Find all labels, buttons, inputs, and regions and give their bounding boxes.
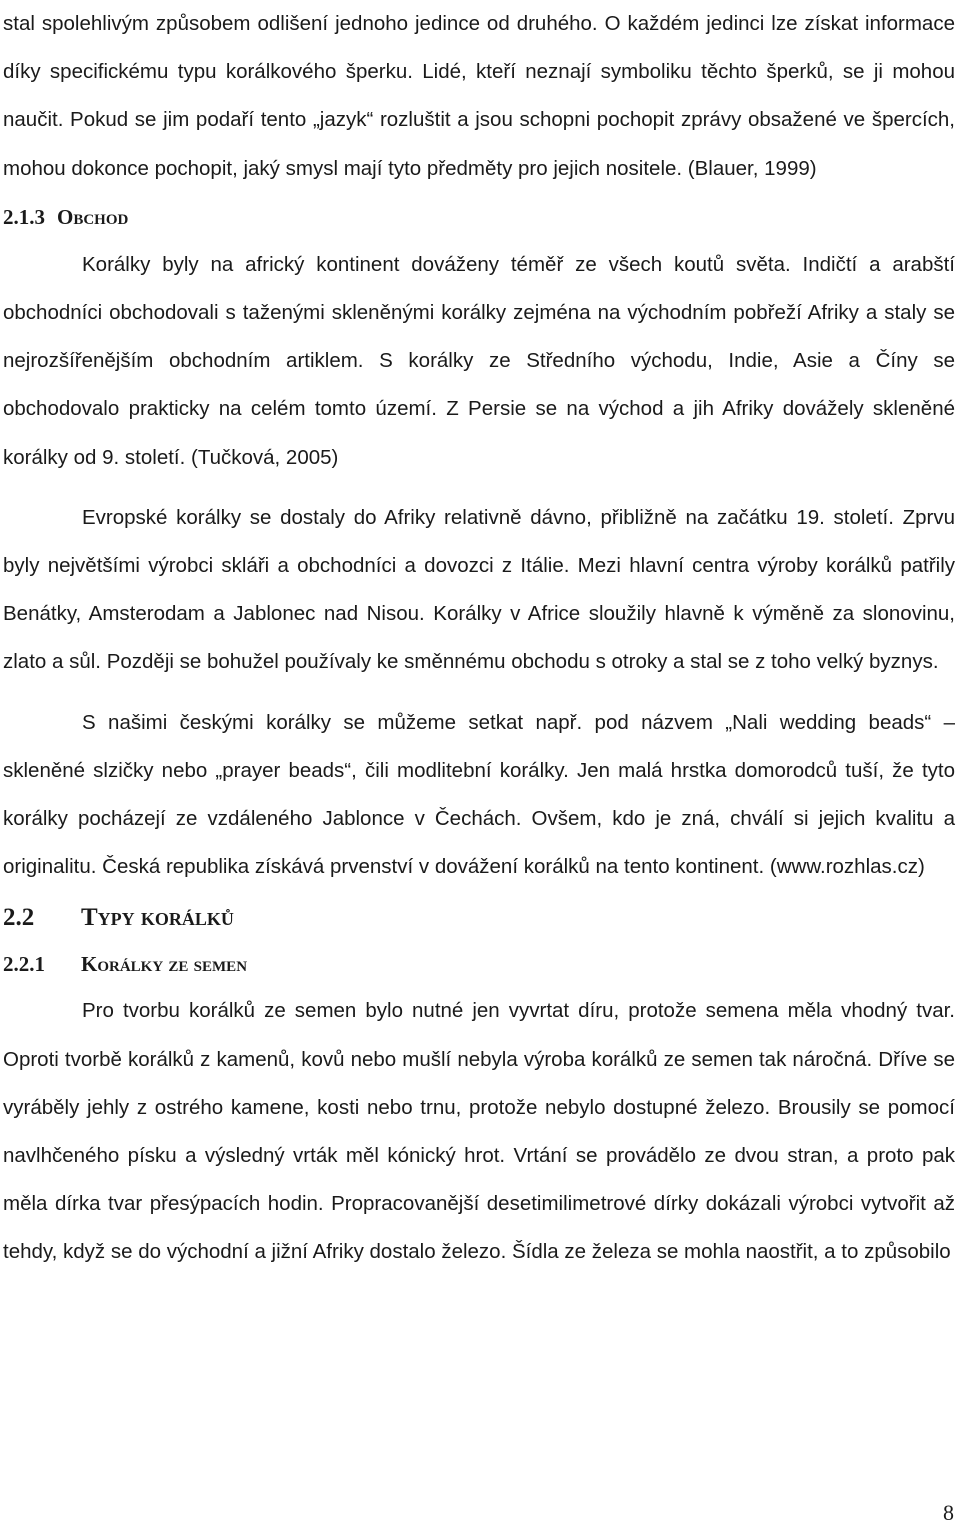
- paragraph-trade-1: Korálky byly na africký kontinent dováženy téměř ze všech koutů světa. Indičtí a arabští obchodníci obchodovali s taženými skleněnými korálky zejména na východním pobřeží Afriky a staly se nejrozšířenějším obchodním artiklem. S korálky ze Středního východu, Indie, Asie a Číny se obchodovalo prakticky na celém tomto území. Z Persie se na východ a jih Afriky dovážely skleněné korálky od 9. století. (Tučková, 2005): [3, 252, 955, 469]
- heading-section-2-1-3: [3, 193, 955, 241]
- paragraph-trade-3: S našimi českými korálky se můžeme setkat např. pod názvem „Nali wedding beads“ – skleněné slzičky nebo „prayer beads“, čili modlitební korálky. Jen malá hrstka domorodců tuší, že tyto korálky pocházejí ze vzdáleného Jablonce v Čechách. Ovšem, kdo je zná, chválí si jejich kvalitu a originalitu. Česká republika získává prvenství v dovážení korálků na tento kontinent. (www.rozhlas.cz): [3, 710, 955, 879]
- heading-title: Obchod: [57, 204, 129, 229]
- heading-number: 2.2.1: [3, 952, 45, 977]
- page-number: 8: [943, 1500, 954, 1525]
- heading-title: Typy korálků: [81, 904, 234, 932]
- heading-section-2-2: [3, 895, 955, 941]
- paragraph-trade-2: Evropské korálky se dostaly do Afriky relativně dávno, přibližně na začátku 19. století. Zprvu byly největšími výrobci skláři a obchodníci a dovozci z Itálie. Mezi hlavní centra výroby korálků patřily Benátky, Amsterodam a Jablonec nad Nisou. Korálky v Africe sloužily hlavně k výměně za slonovinu, zlato a sůl. Později se bohužel používaly ke směnnému obchodu s otroky a stal se z toho velký byznys.: [3, 505, 955, 674]
- heading-number: 2.1.3: [3, 204, 45, 229]
- heading-title: Korálky ze semen: [81, 952, 248, 977]
- heading-number: 2.2: [3, 904, 35, 932]
- paragraph-seed-beads: Pro tvorbu korálků ze semen bylo nutné jen vyvrtat díru, protože semena měla vhodný tvar. Oproti tvorbě korálků z kamenů, kovů nebo mušlí nebyla výroba korálků ze semen tak náročná. Dříve se vyráběly jehly z ostrého kamene, kosti nebo trnu, protože nebylo dostupné železo. Brousily se pomocí navlhčeného písku a výsledný vrták měl kónický hrot. Vrtání se provádělo ze dvou stran, a proto pak měla dírka tvar přesýpacích hodin. Propracovanější desetimilimetrové dírky dokázali výrobci vytvořit až tehdy, když se do východní a jižní Afriky dostalo železo. Šídla ze železa se mohla naostřit, a to způsobilo: [3, 999, 955, 1264]
- heading-section-2-2-1: [3, 941, 955, 987]
- intro-paragraph: stal spolehlivým způsobem odlišení jednoho jedince od druhého. O každém jedinci lze získat informace díky specifickému typu korálkového šperku. Lidé, kteří neznají symboliku těchto šperků, se ji mohou naučit. Pokud se jim podaří tento „jazyk“ rozluštit a jsou schopni pochopit zprávy obsažené ve špercích, mohou dokonce pochopit, jaký smysl mají tyto předměty pro jejich nositele. (Blauer, 1999): [3, 12, 955, 180]
- document-page: [3, 0, 955, 1277]
